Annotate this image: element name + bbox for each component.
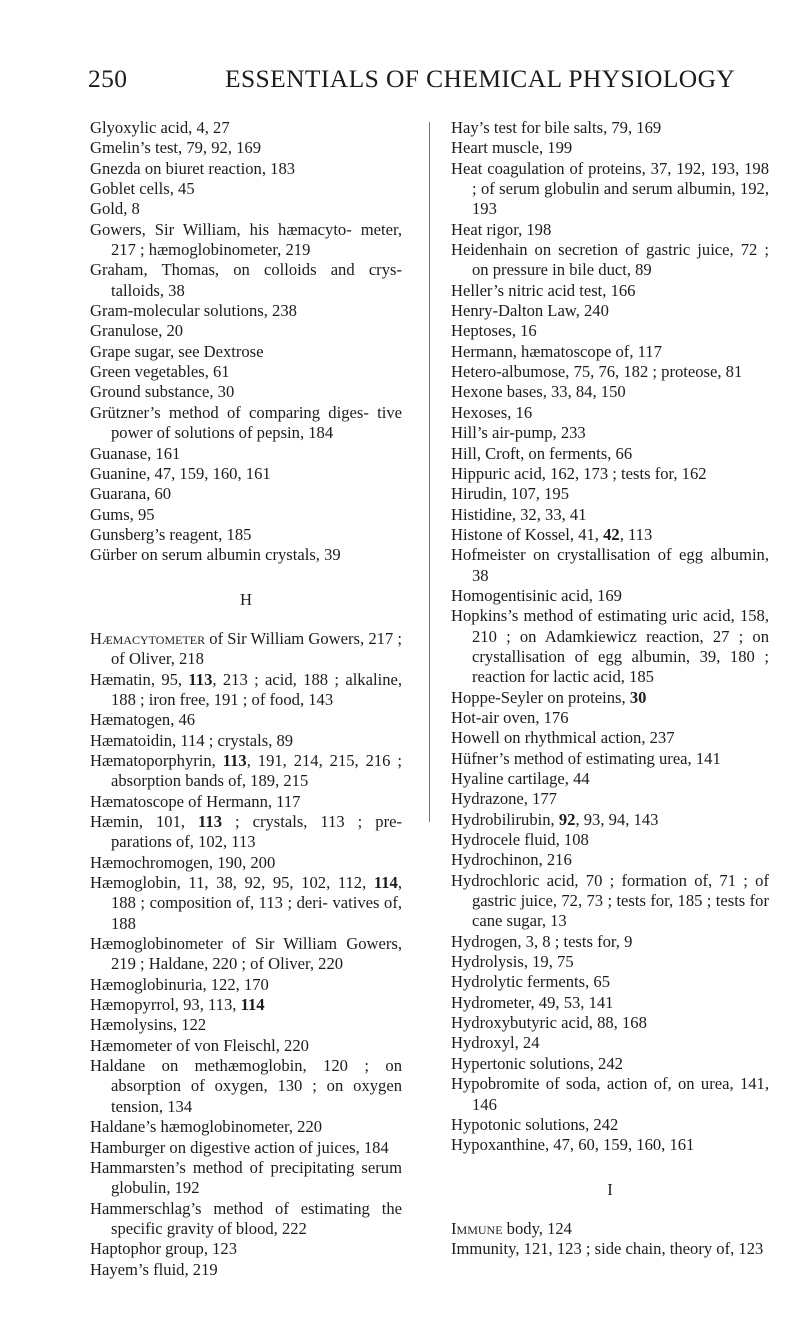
entry-text: , 213 ; acid, 188 ; alkaline, 188 ; iron free, 191 ; of food, 143 (111, 669, 402, 709)
index-entry: Hydrocele fluid, 108 (451, 830, 589, 850)
index-entry: Hofmeister on crystallisation of egg albumin, 38 (451, 545, 769, 585)
index-entry: Hamburger on digestive action of juices, 184 (90, 1137, 389, 1157)
index-entry (451, 525, 769, 545)
entry-text: , 188 ; composition of, 113 ; deri- vatives of, 188 (111, 873, 402, 933)
index-entry: Howell on rhythmical action, 237 (451, 728, 675, 748)
index-entry: Hæmoglobinometer of Sir William Gowers, 219 ; Haldane, 220 ; of Oliver, 220 (90, 934, 402, 974)
index-entry: Heptoses, 16 (451, 321, 537, 341)
index-entry: Histidine, 32, 33, 41 (451, 504, 587, 524)
index-entry: Gram-molecular solutions, 238 (90, 301, 297, 321)
entry-head-smallcaps: Hæmacytometer (90, 628, 206, 648)
index-entry: Hydrochinon, 216 (451, 850, 572, 870)
index-entry: Hill, Croft, on ferments, 66 (451, 443, 633, 463)
index-entry: Grape sugar, see Dextrose (90, 341, 264, 361)
index-entry (90, 812, 402, 853)
index-entry: Hot-air oven, 176 (451, 707, 569, 727)
index-entry: Heller’s nitric acid test, 166 (451, 280, 636, 300)
index-entry: Gürber on serum albumin crystals, 39 (90, 545, 341, 565)
index-entry: Henry-Dalton Law, 240 (451, 301, 609, 321)
index-entry: Hæmatoscope of Hermann, 117 (90, 791, 301, 811)
entry-text: of Sir William Gowers, 217 ; of Oliver, 218 (111, 628, 402, 669)
index-entry: Hirudin, 107, 195 (451, 484, 569, 504)
index-entry (90, 751, 402, 792)
index-entry: Gunsberg’s reagent, 185 (90, 524, 252, 544)
index-entry: Granulose, 20 (90, 321, 184, 341)
section-letter-i: I (607, 1179, 613, 1199)
index-entry: Hay’s test for bile salts, 79, 169 (451, 118, 662, 137)
bold-page-ref: 30 (629, 687, 647, 707)
entry-text: , 93, 94, 143 (575, 809, 659, 829)
index-entry: Glyoxylic acid, 4, 27 (90, 118, 230, 137)
index-entry: Hypobromite of soda, action of, on urea, 141, 146 (451, 1074, 769, 1114)
entry-text: Hydrobilirubin, (451, 809, 559, 829)
page-number: 250 (88, 64, 128, 93)
index-entry: Hydrochloric acid, 70 ; formation of, 71 ; of gastric juice, 72, 73 ; tests for, 185 ; tests for cane sugar, 13 (451, 870, 769, 931)
index-entry: Hüfner’s method of estimating urea, 141 (451, 748, 721, 768)
entry-text: ; crystals, 113 ; pre- parations of, 102, 113 (111, 812, 402, 852)
index-entry (90, 670, 402, 711)
index-entry: Hydrometer, 49, 53, 141 (451, 992, 614, 1012)
index-entry: Gmelin’s test, 79, 92, 169 (90, 138, 262, 158)
index-entry (90, 629, 402, 670)
index-entry: Hydrogen, 3, 8 ; tests for, 9 (451, 931, 633, 951)
bold-page-ref: 113 (198, 812, 223, 831)
index-entry: Grützner’s method of comparing diges- tive power of solutions of pepsin, 184 (90, 402, 402, 443)
bold-page-ref: 113 (222, 750, 247, 770)
entry-text: Hæmoglobin, 11, 38, 92, 95, 102, 112, (90, 873, 374, 893)
bold-page-ref: 113 (188, 669, 213, 689)
index-entry (90, 995, 402, 1015)
entry-text: Hæmatoporphyrin, (90, 750, 223, 770)
entry-text: Hæmopyrrol, 93, 113, (90, 995, 241, 1015)
index-entry: Heart muscle, 199 (451, 138, 573, 158)
index-entry: Hæmolysins, 122 (90, 1015, 207, 1035)
bold-page-ref: 42 (603, 524, 620, 544)
index-entry: Guanine, 47, 159, 160, 161 (90, 463, 271, 483)
index-entry: Gnezda on biuret reaction, 183 (90, 158, 296, 178)
bold-page-ref: 114 (373, 873, 398, 893)
index-entry: Guarana, 60 (90, 484, 172, 504)
entry-text: Hoppe-Seyler on proteins, (451, 687, 630, 707)
index-entry: Hæmatogen, 46 (90, 710, 196, 730)
index-entry (90, 873, 402, 934)
index-entry: Hexoses, 16 (451, 402, 533, 422)
index-entry: Hammarsten’s method of precipitating serum globulin, 192 (90, 1157, 402, 1198)
index-entry: Hopkins’s method of estimating uric acid, 158, 210 ; on Adamkiewicz reaction, 27 ; on crystallisation of egg albumin, 39, 180 ; reaction for lactic acid, 185 (451, 606, 769, 687)
left-column (90, 118, 402, 1280)
entry-head-smallcaps: Immune (451, 1218, 503, 1238)
index-entry: Gums, 95 (90, 504, 155, 524)
column-divider (429, 122, 430, 822)
index-entry: Hypoxanthine, 47, 60, 159, 160, 161 (451, 1135, 695, 1155)
index-entry: Hippuric acid, 162, 173 ; tests for, 162 (451, 463, 707, 483)
index-entry (451, 688, 769, 708)
index-entry: Ground substance, 30 (90, 382, 235, 402)
index-entry: Hydrolysis, 19, 75 (451, 952, 574, 972)
index-entry: Hæmoglobinuria, 122, 170 (90, 974, 269, 994)
right-column (451, 118, 769, 1260)
bold-page-ref: 114 (240, 995, 265, 1015)
index-entry: Hyaline cartilage, 44 (451, 769, 590, 788)
index-entry: Gold, 8 (90, 199, 140, 219)
index-entry: Hypotonic solutions, 242 (451, 1114, 619, 1134)
index-entry (451, 1219, 769, 1239)
index-entry: Goblet cells, 45 (90, 179, 195, 199)
index-entry: Hæmatoidin, 114 ; crystals, 89 (90, 730, 294, 750)
index-entry: Hetero-albumose, 75, 76, 182 ; proteose, 81 (451, 362, 743, 382)
index-entry: Hexone bases, 33, 84, 150 (451, 382, 626, 402)
entry-text: Histone of Kossel, 41, (451, 524, 604, 544)
index-entry: Heidenhain on secretion of gastric juice, 72 ; on pressure in bile duct, 89 (451, 240, 769, 280)
index-entry: Hydrolytic ferments, 65 (451, 972, 610, 992)
index-entry: Hydroxybutyric acid, 88, 168 (451, 1013, 647, 1033)
index-entry: Heat rigor, 198 (451, 219, 552, 239)
index-entry: Haldane on methæmoglobin, 120 ; on absorption of oxygen, 130 ; on oxygen tension, 134 (90, 1056, 402, 1116)
index-entry: Hermann, hæmatoscope of, 117 (451, 341, 662, 361)
index-entry: Hammerschlag’s method of estimating the specific gravity of blood, 222 (90, 1198, 402, 1238)
index-entry: Homogentisinic acid, 169 (451, 585, 622, 605)
index-entry: Hill’s air-pump, 233 (451, 423, 586, 443)
index-entry: Haldane’s hæmoglobinometer, 220 (90, 1117, 323, 1137)
index-entry: Haptophor group, 123 (90, 1239, 238, 1259)
entry-text: Hæmin, 101, (90, 812, 199, 831)
entry-text: body, 124 (502, 1218, 572, 1238)
index-entry: Guanase, 161 (90, 443, 181, 463)
index-entry: Hydrazone, 177 (451, 789, 557, 809)
index-entry: Heat coagulation of proteins, 37, 192, 193, 198 ; of serum globulin and serum albumin, 192, 193 (451, 158, 769, 219)
index-entry: Immunity, 121, 123 ; side chain, theory of, 123 (451, 1239, 764, 1259)
running-title: ESSENTIALS OF CHEMICAL PHYSIOLOGY (225, 64, 736, 93)
index-entry: Green vegetables, 61 (90, 362, 230, 382)
section-letter-h: H (240, 589, 252, 609)
entry-text: Hæmatin, 95, (90, 669, 189, 689)
index-entry: Hypertonic solutions, 242 (451, 1053, 623, 1073)
index-entry (451, 810, 769, 830)
index-entry: Gowers, Sir William, his hæmacyto- meter, 217 ; hæmoglobinometer, 219 (90, 219, 402, 260)
index-entry: Hayem’s fluid, 219 (90, 1259, 218, 1279)
entry-text: , 113 (619, 524, 653, 544)
index-entry: Graham, Thomas, on colloids and crys- talloids, 38 (90, 260, 402, 300)
entry-text: , 191, 214, 215, 216 ; absorption bands of, 189, 215 (111, 750, 402, 791)
index-entry: Hæmochromogen, 190, 200 (90, 852, 276, 872)
index-entry: Hæmometer of von Fleischl, 220 (90, 1035, 309, 1055)
bold-page-ref: 92 (558, 809, 576, 829)
index-entry: Hydroxyl, 24 (451, 1033, 540, 1053)
